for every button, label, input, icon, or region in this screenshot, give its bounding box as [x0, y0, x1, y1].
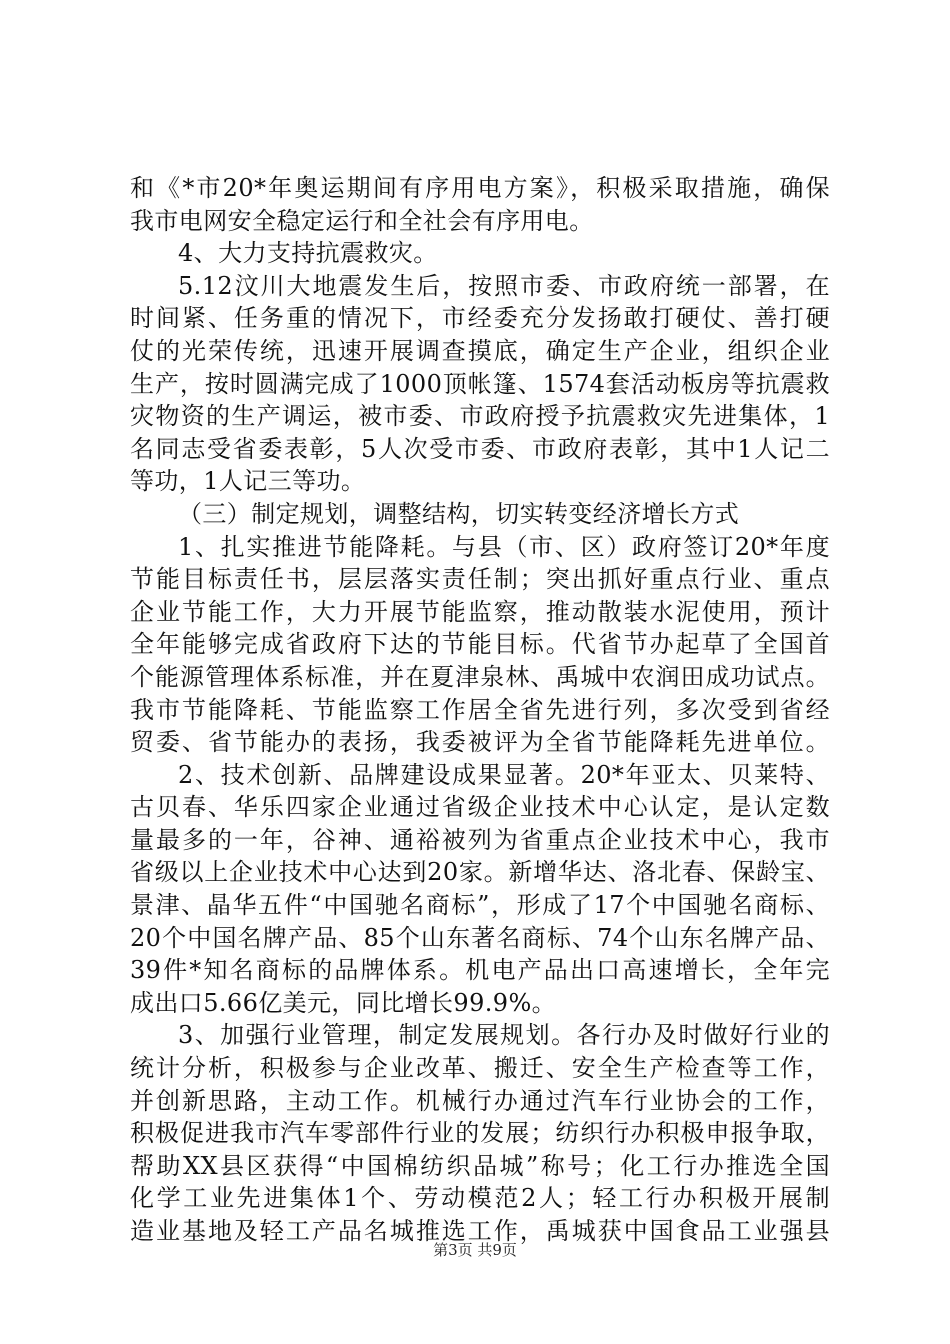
text-line: 并创新思路，主动工作。机械行办通过汽车行业协会的工作， — [130, 1086, 830, 1115]
text-line: 39件*知名商标的品牌体系。机电产品出口高速增长，全年完 — [130, 956, 830, 985]
text-line: 景津、晶华五件“中国驰名商标”，形成了17个中国驰名商标、 — [130, 891, 830, 920]
text-line: 5.12汶川大地震发生后，按照市委、市政府统一部署，在 — [178, 271, 830, 300]
text-line: 等功，1人记三等功。 — [130, 467, 366, 496]
text-line: 时间紧、任务重的情况下，市经委充分发扬敢打硬仗、善打硬 — [130, 304, 830, 333]
text-line: 生产，按时圆满完成了1000顶帐篷、1574套活动板房等抗震救 — [130, 369, 830, 398]
text-line: 积极促进我市汽车零部件行业的发展；纺织行办积极申报争取， — [130, 1119, 830, 1148]
text-line: 企业节能工作，大力开展节能监察，推动散装水泥使用，预计 — [130, 597, 830, 626]
text-line: 造业基地及轻工产品名城推选工作，禹城获中国食品工业强县 — [130, 1217, 830, 1245]
text-line: 仗的光荣传统，迅速开展调查摸底，确定生产企业，组织企业 — [130, 336, 830, 365]
text-line: 古贝春、华乐四家企业通过省级企业技术中心认定，是认定数 — [130, 793, 830, 822]
text-line: 1、扎实推进节能降耗。与县（市、区）政府签订20*年度 — [178, 532, 830, 561]
text-line: 化学工业先进集体1个、劳动模范2人；轻工行办积极开展制 — [130, 1184, 830, 1213]
body-text — [130, 172, 830, 1248]
text-line: 名同志受省委表彰，5人次受市委、市政府表彰，其中1人记二 — [130, 434, 830, 463]
text-line: 4、大力支持抗震救灾。 — [178, 239, 438, 268]
text-line: 个能源管理体系标准，并在夏津泉林、禹城中农润田成功试点。 — [130, 662, 830, 691]
text-line: 20个中国名牌产品、85个山东著名商标、74个山东名牌产品、 — [130, 923, 830, 952]
text-line: 和《*市20*年奥运期间有序用电方案》，积极采取措施，确保 — [130, 174, 830, 202]
text-line: 我市节能降耗、节能监察工作居全省先进行列，多次受到省经 — [130, 695, 830, 724]
text-line: 量最多的一年，谷神、通裕被列为省重点企业技术中心，我市 — [130, 825, 830, 854]
text-line: 2、技术创新、品牌建设成果显著。20*年亚太、贝莱特、 — [178, 760, 830, 789]
text-line: 全年能够完成省政府下达的节能目标。代省节办起草了全国首 — [130, 630, 830, 659]
text-line: 成出口5.66亿美元，同比增长99.9%。 — [130, 988, 557, 1017]
text-line: 省级以上企业技术中心达到20家。新增华达、洛北春、保龄宝、 — [130, 858, 830, 887]
text-line: 节能目标责任书，层层落实责任制；突出抓好重点行业、重点 — [130, 565, 830, 594]
text-line: 我市电网安全稳定运行和全社会有序用电。 — [130, 206, 594, 235]
text-line: 3、加强行业管理，制定发展规划。各行办及时做好行业的 — [178, 1021, 830, 1050]
text-line: 统计分析，积极参与企业改革、搬迁、安全生产检查等工作， — [130, 1054, 830, 1083]
text-line: 贸委、省节能办的表扬，我委被评为全省节能降耗先进单位。 — [130, 728, 830, 757]
text-line: 灾物资的生产调运，被市委、市政府授予抗震救灾先进集体，1 — [130, 402, 830, 431]
text-line: 帮助XX县区获得“中国棉纺织品城”称号；化工行办推选全国 — [130, 1151, 830, 1180]
page-footer: 第3页 共9页 — [433, 1241, 517, 1259]
text-line: （三）制定规划，调整结构，切实转变经济增长方式 — [178, 499, 740, 528]
